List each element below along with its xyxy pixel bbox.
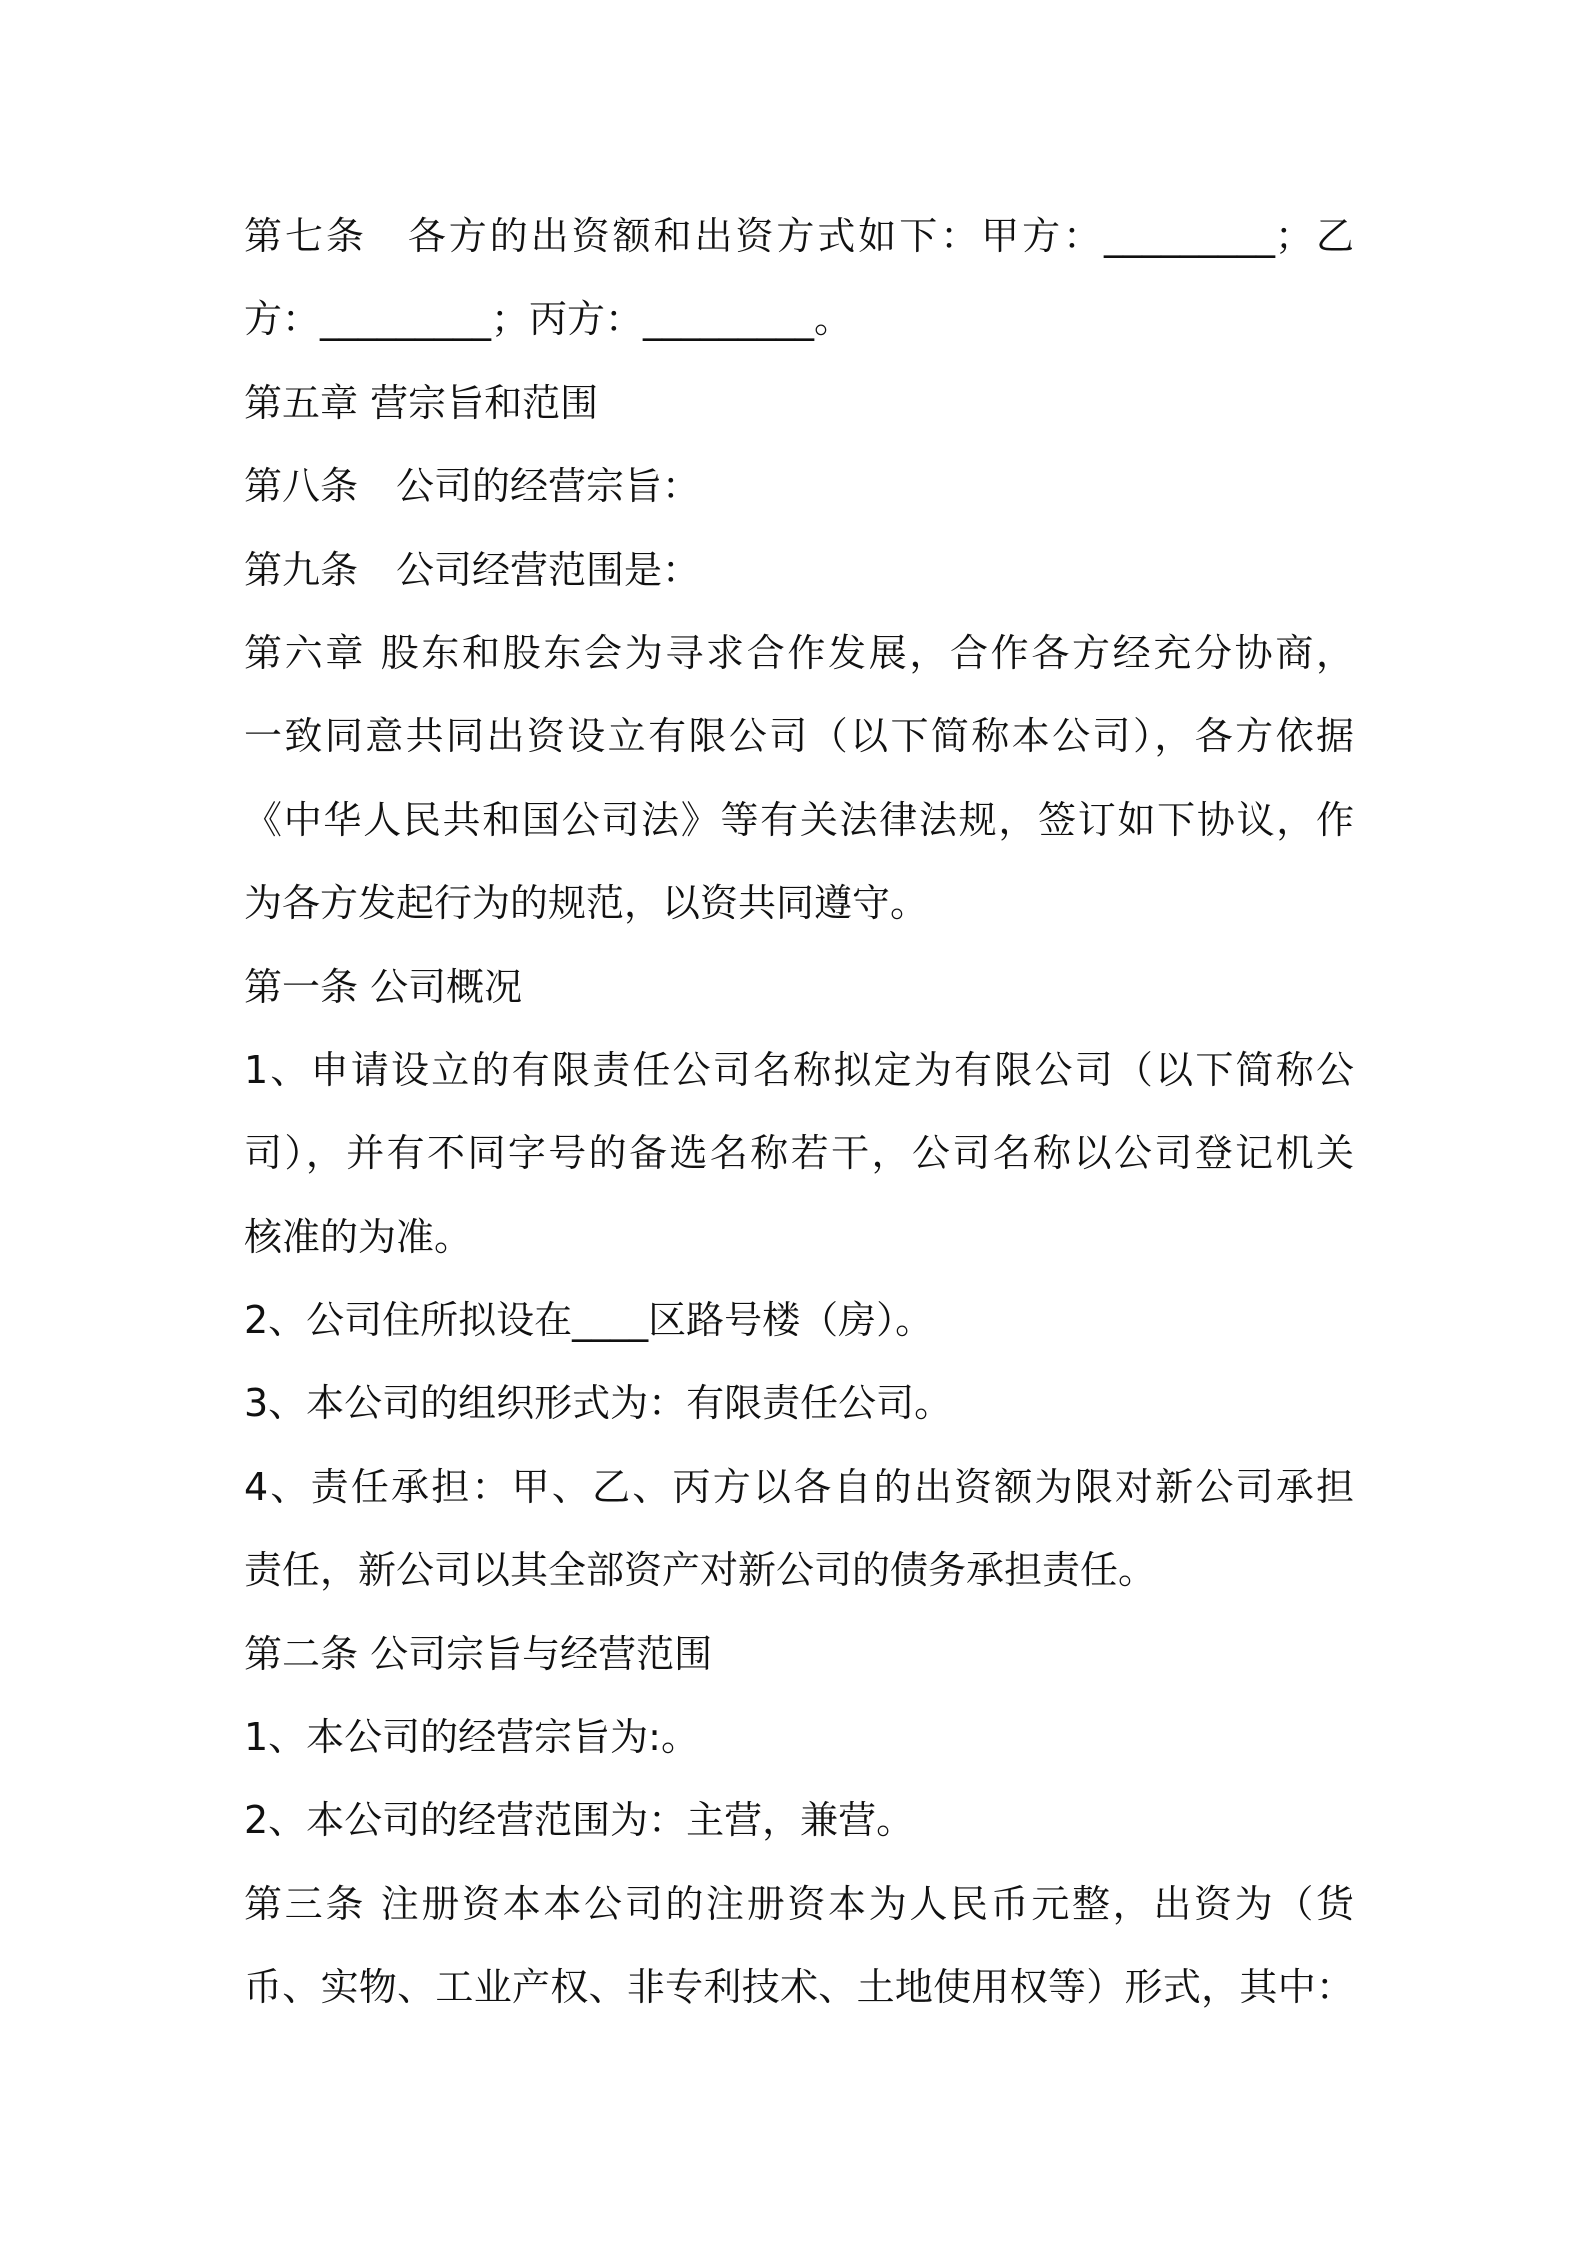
list-item: 2、公司住所拟设在____区路号楼（房）。 [244, 1298, 934, 1343]
text-line: 第七条 各方的出资额和出资方式如下：甲方：_________；乙 [244, 214, 1354, 258]
chapter-heading: 第五章 营宗旨和范围 [244, 380, 599, 425]
list-item: 3、本公司的组织形式为：有限责任公司。 [244, 1381, 953, 1426]
text-line: 币、实物、工业产权、非专利技术、土地使用权等）形式，其中： [244, 1965, 1354, 2010]
list-item: 1、申请设立的有限责任公司名称拟定为有限公司（以下简称公 [244, 1047, 1354, 1092]
text-line: 一致同意共同出资设立有限公司（以下简称本公司），各方依据 [244, 714, 1354, 759]
text-line: 司），并有不同字号的备选名称若干，公司名称以公司登记机关 [244, 1131, 1354, 1176]
article-heading: 第八条 公司的经营宗旨： [244, 464, 701, 509]
list-item: 4、责任承担：甲、乙、丙方以各自的出资额为限对新公司承担 [244, 1464, 1354, 1509]
article-heading: 第二条 公司宗旨与经营范围 [244, 1631, 713, 1676]
list-item: 1、本公司的经营宗旨为:。 [244, 1715, 699, 1760]
text-line: 责任，新公司以其全部资产对新公司的债务承担责任。 [244, 1548, 1157, 1593]
list-item: 2、本公司的经营范围为：主营，兼营。 [244, 1798, 915, 1843]
document-body [244, 195, 1354, 2030]
text-line: 方：_________；丙方：_________。 [244, 297, 853, 342]
text-line: 核准的为准。 [244, 1214, 473, 1259]
text-line: 为各方发起行为的规范，以资共同遵守。 [244, 881, 929, 926]
article-heading: 第九条 公司经营范围是： [244, 547, 701, 592]
article-heading: 第一条 公司概况 [244, 964, 523, 1009]
article-heading: 第三条 注册资本本公司的注册资本为人民币元整，出资为（货 [244, 1881, 1354, 1926]
chapter-heading: 第六章 股东和股东会为寻求合作发展，合作各方经充分协商， [244, 630, 1354, 675]
text-line: 《中华人民共和国公司法》等有关法律法规，签订如下协议，作 [244, 797, 1354, 842]
